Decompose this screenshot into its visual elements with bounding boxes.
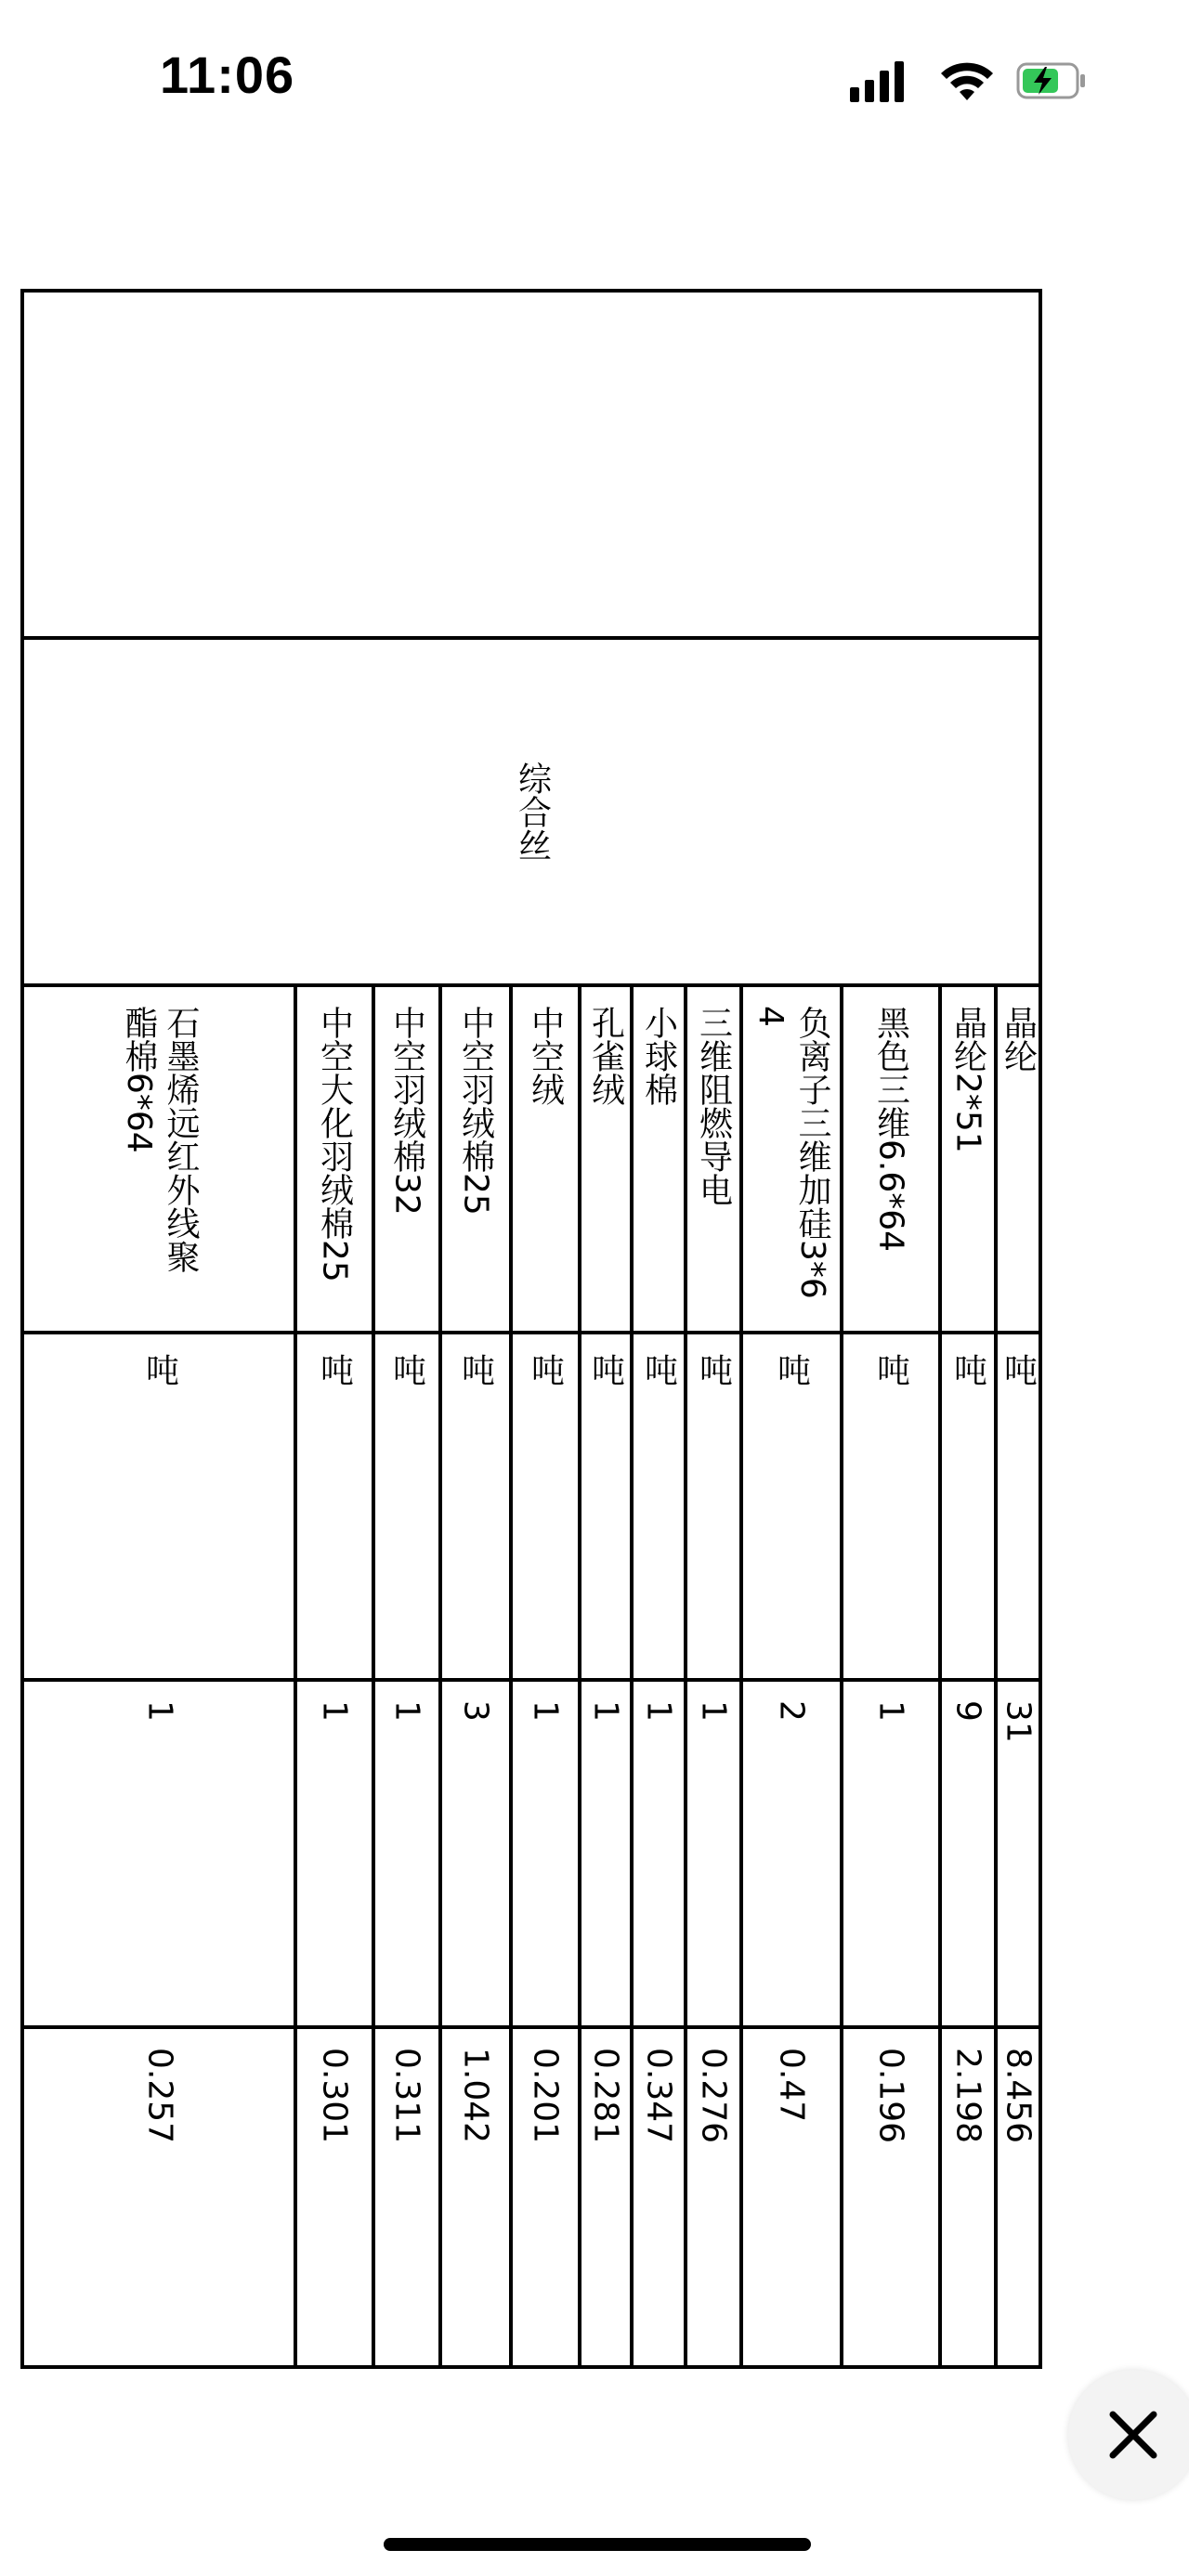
item-weight: 2.198 [948, 2048, 987, 2144]
item-unit-cell [940, 1333, 996, 1680]
item-unit: 吨 [639, 1353, 678, 1386]
item-name: 中空绒 [526, 1006, 565, 1106]
item-name-cell [632, 985, 686, 1333]
item-unit: 吨 [999, 1353, 1038, 1386]
item-weight: 0.311 [387, 2048, 426, 2144]
item-qty: 31 [999, 1700, 1038, 1743]
item-unit: 吨 [948, 1353, 987, 1386]
item-qty-cell [511, 1680, 580, 2027]
item-qty-cell [632, 1680, 686, 2027]
item-weight: 0.276 [694, 2048, 733, 2144]
item-name-cell [686, 985, 741, 1333]
item-qty-cell [741, 1680, 842, 2027]
item-name-cell [511, 985, 580, 1333]
item-qty: 9 [948, 1700, 987, 1722]
item-name-cell [741, 985, 842, 1333]
status-time: 11:06 [160, 46, 295, 104]
item-weight: 0.196 [871, 2048, 910, 2144]
item-unit-cell [996, 1333, 1040, 1680]
item-unit-cell [842, 1333, 940, 1680]
item-unit-cell [24, 1333, 295, 1680]
item-name: 晶纶2*51 [948, 1006, 987, 1153]
item-weight-cell [295, 2027, 373, 2369]
item-qty: 1 [871, 1700, 910, 1722]
category-label-cell [24, 638, 1040, 985]
item-name-cell [940, 985, 996, 1333]
item-qty: 1 [315, 1700, 354, 1722]
item-name: 晶纶 [999, 1006, 1038, 1073]
item-weight-cell [686, 2027, 741, 2369]
item-name: 三维阻燃导电 [694, 1006, 733, 1206]
item-qty: 2 [772, 1700, 811, 1722]
item-name: 负离子三维加硅3*6 4 [751, 1006, 831, 1299]
item-qty-cell [295, 1680, 373, 2027]
item-qty-cell [24, 1680, 295, 2027]
item-unit: 吨 [140, 1353, 179, 1386]
item-unit: 吨 [871, 1353, 910, 1386]
item-unit: 吨 [526, 1353, 565, 1386]
item-name-cell [842, 985, 940, 1333]
item-weight: 0.301 [315, 2048, 354, 2144]
item-weight: 8.456 [999, 2048, 1038, 2144]
item-weight-cell [440, 2027, 511, 2369]
item-name: 小球棉 [639, 1006, 678, 1106]
item-weight-cell [632, 2027, 686, 2369]
item-unit-cell [440, 1333, 511, 1680]
item-unit: 吨 [456, 1353, 495, 1386]
item-name: 石墨烯远红外线聚 酯棉6*64 [120, 1006, 200, 1273]
item-qty-cell [940, 1680, 996, 2027]
item-unit-cell [686, 1333, 741, 1680]
item-unit: 吨 [772, 1353, 811, 1386]
status-bar [0, 0, 1189, 158]
item-weight: 0.347 [639, 2048, 678, 2144]
signal-icon [850, 61, 904, 102]
item-weight-cell [580, 2027, 632, 2369]
item-weight: 0.47 [772, 2048, 811, 2123]
item-name: 中空大化羽绒棉25 [315, 1006, 354, 1282]
item-unit-cell [632, 1333, 686, 1680]
item-name: 黑色三维6.6*64 [871, 1006, 910, 1253]
item-weight-cell [741, 2027, 842, 2369]
item-qty: 1 [586, 1700, 625, 1722]
item-qty: 1 [387, 1700, 426, 1722]
item-unit-cell [580, 1333, 632, 1680]
item-weight-cell [373, 2027, 440, 2369]
item-weight-cell [511, 2027, 580, 2369]
item-weight-cell [940, 2027, 996, 2369]
item-name-cell [295, 985, 373, 1333]
home-indicator [384, 2538, 811, 2551]
item-qty: 1 [140, 1700, 179, 1722]
item-unit-cell [741, 1333, 842, 1680]
item-qty-cell [996, 1680, 1040, 2027]
item-name-cell [440, 985, 511, 1333]
spreadsheet-table [20, 289, 1042, 2369]
close-icon [1105, 2407, 1161, 2463]
item-unit: 吨 [694, 1353, 733, 1386]
item-qty: 1 [694, 1700, 733, 1722]
battery-icon [1018, 64, 1085, 98]
item-weight-cell [842, 2027, 940, 2369]
item-qty-cell [686, 1680, 741, 2027]
item-qty: 1 [526, 1700, 565, 1722]
item-unit: 吨 [586, 1353, 625, 1386]
item-qty-cell [580, 1680, 632, 2027]
item-name-cell [24, 985, 295, 1333]
item-name: 中空羽绒棉25 [456, 1006, 495, 1216]
item-unit: 吨 [387, 1353, 426, 1386]
item-weight-cell [996, 2027, 1040, 2369]
wifi-icon [941, 63, 993, 100]
item-name-cell [996, 985, 1040, 1333]
item-weight: 0.281 [586, 2048, 625, 2144]
close-button[interactable] [1068, 2370, 1189, 2500]
item-unit: 吨 [315, 1353, 354, 1386]
item-unit-cell [511, 1333, 580, 1680]
item-weight: 0.201 [526, 2048, 565, 2144]
status-icons [841, 54, 1091, 110]
item-qty: 1 [639, 1700, 678, 1722]
category-label: 综合丝 [513, 761, 552, 862]
item-qty-cell [440, 1680, 511, 2027]
item-weight-cell [24, 2027, 295, 2369]
item-qty-cell [842, 1680, 940, 2027]
item-name-cell [580, 985, 632, 1333]
item-unit-cell [295, 1333, 373, 1680]
item-weight: 0.257 [140, 2048, 179, 2144]
item-name-cell [373, 985, 440, 1333]
item-qty: 3 [456, 1700, 495, 1722]
item-name: 中空羽绒棉32 [387, 1006, 426, 1216]
item-weight: 1.042 [456, 2048, 495, 2144]
item-unit-cell [373, 1333, 440, 1680]
item-qty-cell [373, 1680, 440, 2027]
item-name: 孔雀绒 [586, 1006, 625, 1106]
